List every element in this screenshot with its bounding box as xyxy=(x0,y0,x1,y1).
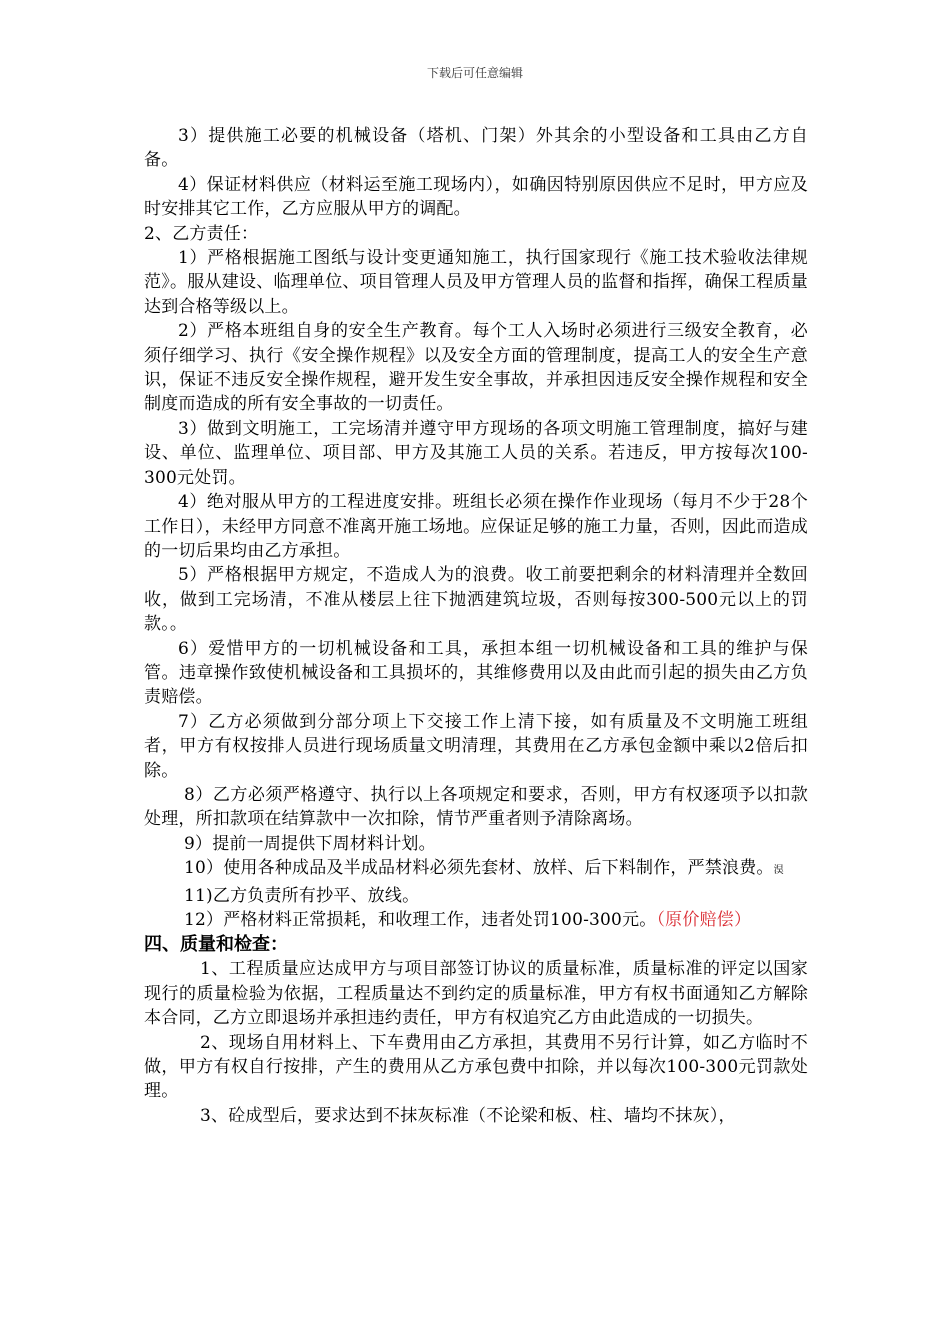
paragraph-yi-2: 2）严格本班组自身的安全生产教育。每个工人入场时必须进行三级安全教育，必须仔细学习、执行《安全操作规程》以及安全方面的管理制度，提高工人的安全生产意识，保证不违反安全操作规程，避开发生安全事故，并承担因违反安全操作规程和安全制度而造成的所有安全事故的一切责任。 xyxy=(144,321,808,415)
paragraph-quality-3: 3、砼成型后，要求达到不抹灰标准（不论梁和板、柱、墙均不抹灰）， xyxy=(200,1105,736,1126)
paragraph-quality-1: 1、工程质量应达成甲方与项目部签订协议的质量标准，质量标准的评定以国家现行的质量检验为依据，工程质量达不到约定的质量标准，甲方有权书面通知乙方解除本合同，乙方立即退场并承担违约责任，甲方有权追究乙方由此造成的一切损失。 xyxy=(144,959,808,1029)
paragraph-jia-3: 3）提供施工必要的机械设备（塔机、门架）外其余的小型设备和工具由乙方自备。 xyxy=(144,126,808,171)
paragraph-yi-5: 5）严格根据甲方规定，不造成人为的浪费。收工前要把剩余的材料清理并全数回收，做到工完场清，不准从楼层上往下抛洒建筑垃圾，否则每按300-500元以上的罚款。。 xyxy=(144,565,808,635)
paragraph-yi-11: 11)乙方负责所有抄平、放线。 xyxy=(184,885,420,906)
stray-mark: 淏 xyxy=(773,865,784,877)
page-header: 下载后可任意编辑 xyxy=(426,66,523,80)
section-yi-title: 2、乙方责任： xyxy=(144,223,259,244)
paragraph-yi-4: 4）绝对服从甲方的工程进度安排。班组长必须在操作作业现场（每月不少于28个工作日），未经甲方同意不准离开施工场地。应保证足够的施工力量，否则，因此而造成的一切后果均由乙方承担。 xyxy=(144,492,808,561)
paragraph-yi-12 xyxy=(144,908,808,932)
paragraph-yi-12-text: 12）严格材料正常损耗，和收理工作，违者处罚100-300元。 xyxy=(184,910,657,930)
paragraph-yi-10 xyxy=(144,856,808,883)
red-note: （原价赔偿） xyxy=(656,910,752,930)
paragraph-yi-7: 7）乙方必须做到分部分项上下交接工作上清下接，如有质量及不文明施工班组者，甲方有权按排人员进行现场质量文明清理，其费用在乙方承包金额中乘以2倍后扣除。 xyxy=(144,711,808,781)
paragraph-yi-1: 1）严格根据施工图纸与设计变更通知施工，执行国家现行《施工技术验收法律规范》。服从建设、临理单位、项目管理人员及甲方管理人员的监督和指挥，确保工程质量达到合格等级以上。 xyxy=(144,248,808,317)
document-body xyxy=(144,124,808,1128)
paragraph-jia-4: 4）保证材料供应（材料运至施工现场内），如确因特别原因供应不足时，甲方应及时安排其它工作，乙方应服从甲方的调配。 xyxy=(144,174,808,220)
paragraph-yi-8: 8）乙方必须严格遵守、执行以上各项规定和要求，否则，甲方有权逐项予以扣款处理，所扣款项在结算款中一次扣除，情节严重者则予清除离场。 xyxy=(144,784,808,830)
section-4-heading: 四、质量和检查： xyxy=(144,934,288,956)
paragraph-quality-2: 2、现场自用材料上、下车费用由乙方承担，其费用不另行计算，如乙方临时不做，甲方有权自行按排，产生的费用从乙方承包费中扣除，并以每次100-300元罚款处理。 xyxy=(144,1032,808,1102)
paragraph-yi-6: 6）爱惜甲方的一切机械设备和工具，承担本组一切机械设备和工具的维护与保管。违章操作致使机械设备和工具损坏的，其维修费用以及由此而引起的损失由乙方负责赔偿。 xyxy=(144,638,808,708)
paragraph-yi-3: 3）做到文明施工，工完场清并遵守甲方现场的各项文明施工管理制度，搞好与建设、单位、监理单位、项目部、甲方及其施工人员的关系。若违反，甲方按每次100-300元处罚。 xyxy=(144,418,808,488)
paragraph-yi-10-text: 10）使用各种成品及半成品材料必须先套材、放样、后下料制作，严禁浪费。 xyxy=(184,858,774,879)
paragraph-yi-9: 9）提前一周提供下周材料计划。 xyxy=(184,833,436,854)
